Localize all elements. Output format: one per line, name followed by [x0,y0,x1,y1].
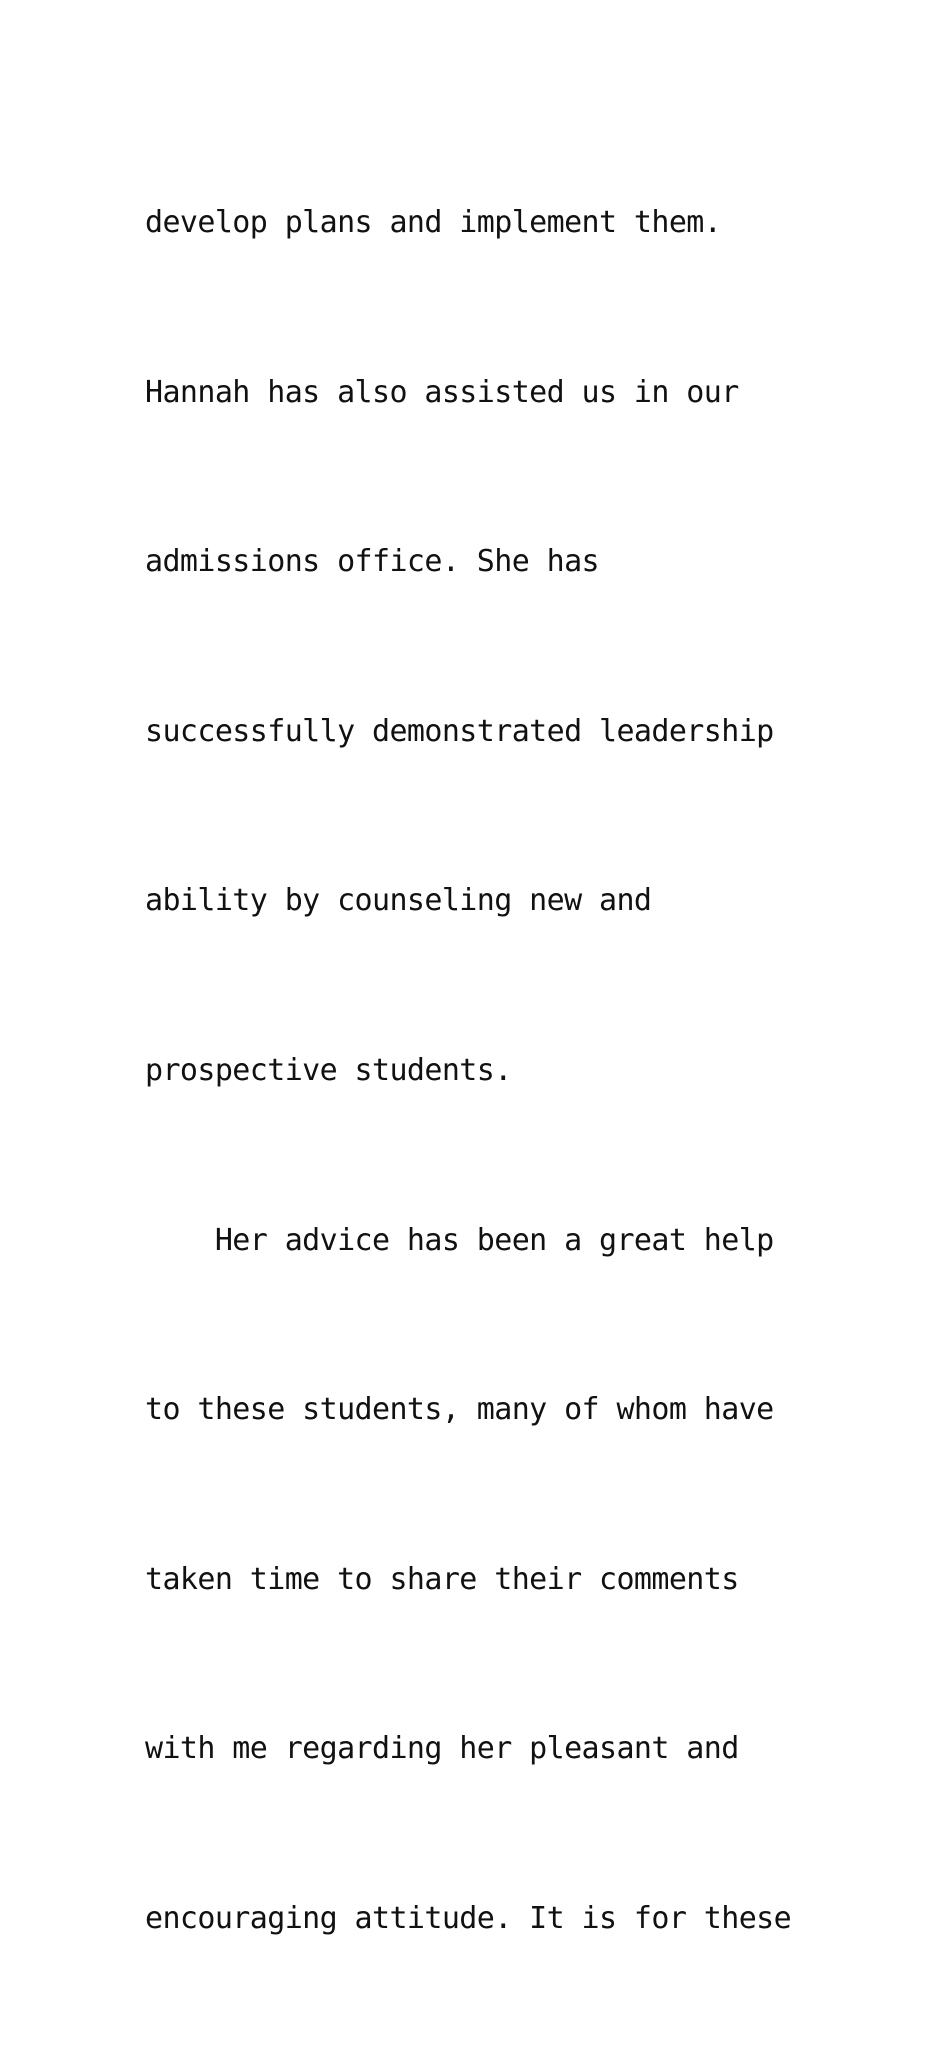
text-line: successfully demonstrated leadership [145,713,774,749]
text-line: encouraging attitude. It is for these [145,1900,792,1936]
text-line: to these students, many of whom have [145,1392,774,1428]
text-line: taken time to share their comments [145,1561,739,1597]
text-line: admissions office. She has [145,544,599,580]
letter-body [145,120,845,2056]
text-line: Hannah has also assisted us in our [145,374,739,410]
text-line: prospective students. [145,1052,512,1088]
text-line: ability by counseling new and [145,883,652,919]
text-line: develop plans and implement them. [145,205,722,240]
text-line: with me regarding her pleasant and [145,1731,739,1767]
text-line: Her advice has been a great help [145,1222,774,1258]
